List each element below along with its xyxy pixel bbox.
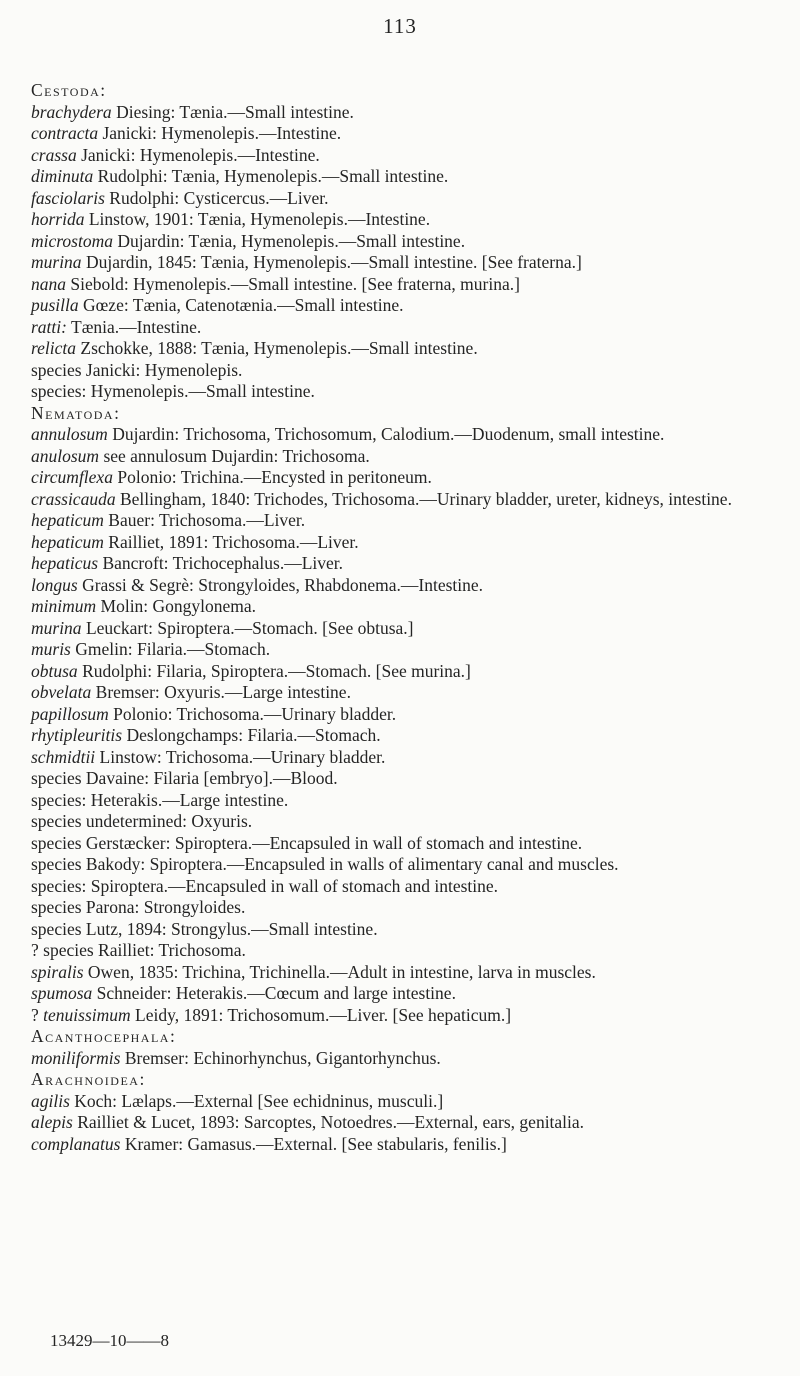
entry (31, 252, 786, 274)
entry-text: Rudolphi: Filaria, Spiroptera.—Stomach. [See murina.] (77, 660, 471, 681)
section (31, 80, 786, 403)
species-name: obtusa (31, 660, 78, 681)
species-name: nana (31, 273, 66, 294)
entry (31, 618, 786, 640)
entry (31, 381, 786, 403)
species-name: murina (31, 617, 82, 638)
species-name: crassicauda (31, 488, 116, 509)
entry-prefix: species: Hymenolepis.—Small intestine. (31, 381, 315, 401)
entry-text: Schneider: Heterakis.—Cœcum and large intestine. (92, 983, 456, 1003)
entry (31, 145, 786, 167)
entry-text: Bauer: Trichosoma.—Liver. (103, 510, 306, 530)
entry-text: Bremser: Echinorhynchus, Gigantorhynchus. (120, 1047, 441, 1068)
entry-prefix: species Gerstæcker: Spiroptera.—Encapsuled in wall of stomach and intestine. (31, 832, 583, 853)
species-name: minimum (31, 596, 97, 616)
entry-text: Polonio: Trichosoma.—Urinary bladder. (108, 703, 397, 724)
entry (31, 360, 786, 382)
species-name: anulosum (31, 445, 100, 466)
species-name: murina (31, 252, 82, 272)
entry-text: Molin: Gongylonema. (96, 596, 257, 616)
entry-text: Dujardin: Tænia, Hymenolepis.—Small intestine. (113, 230, 466, 251)
species-name: obvelata (31, 682, 92, 702)
section (31, 1026, 786, 1069)
entry (31, 811, 786, 833)
entry-text: Zschokke, 1888: Tænia, Hymenolepis.—Small intestine. (76, 338, 478, 358)
entry (31, 231, 786, 253)
entry-text: Railliet, 1891: Trichosoma.—Liver. (103, 531, 359, 552)
entry-text: Gmelin: Filaria.—Stomach. (70, 639, 271, 659)
entry (31, 575, 786, 597)
section (31, 1069, 786, 1155)
entry (31, 553, 786, 575)
entry (31, 274, 786, 296)
entry (31, 854, 786, 876)
entry-text: Deslongchamps: Filaria.—Stomach. (122, 725, 381, 745)
page-number: 113 (383, 14, 417, 38)
entry (31, 983, 786, 1005)
entry-text: Bellingham, 1840: Trichodes, Trichosoma.—Urinary bladder, ureter, kidneys, intestine. (115, 488, 732, 509)
entry-text: see annulosum Dujardin: Trichosoma. (99, 445, 370, 466)
species-name: hepaticum (31, 531, 104, 552)
entry-prefix: species Janicki: Hymenolepis. (31, 359, 243, 380)
entry-text: Kramer: Gamasus.—External. [See stabularis, fenilis.] (120, 1133, 507, 1154)
entry-text: Janicki: Hymenolepis.—Intestine. (76, 144, 320, 165)
entry-text: Rudolphi: Tænia, Hymenolepis.—Small intestine. (93, 166, 449, 186)
species-name: alepis (31, 1112, 73, 1132)
species-name: fasciolaris (31, 187, 105, 208)
entry (31, 467, 786, 489)
entry (31, 919, 786, 941)
entry (31, 790, 786, 812)
entry (31, 510, 786, 532)
entry (31, 424, 786, 446)
entry-text: Dujardin, 1845: Tænia, Hymenolepis.—Small intestine. [See fraterna.] (81, 252, 582, 272)
entry-text: Owen, 1835: Trichina, Trichinella.—Adult in intestine, larva in muscles. (83, 961, 596, 982)
entry-text: Janicki: Hymenolepis.—Intestine. (98, 123, 342, 143)
species-name: microstoma (31, 230, 113, 251)
species-name: longus (31, 574, 78, 595)
entry (31, 102, 786, 124)
species-name: schmidtii (31, 746, 96, 767)
entry-text: Linstow, 1901: Tænia, Hymenolepis.—Intestine. (84, 209, 431, 229)
entry (31, 1005, 786, 1027)
species-name: tenuissimum (43, 1004, 131, 1025)
entry (31, 1091, 786, 1113)
entry-text: Dujardin: Trichosoma, Trichosomum, Calodium.—Duodenum, small intestine. (107, 424, 665, 444)
entry-prefix: species Parona: Strongyloides. (31, 897, 246, 917)
species-name: complanatus (31, 1133, 121, 1154)
species-name: contracta (31, 123, 99, 143)
entry-text: Siebold: Hymenolepis.—Small intestine. [See fraterna, murina.] (66, 273, 520, 294)
entry (31, 188, 786, 210)
species-name: brachydera (31, 101, 112, 122)
entry (31, 661, 786, 683)
species-name: muris (31, 639, 71, 659)
entry-text: Linstow: Trichosoma.—Urinary bladder. (95, 746, 386, 767)
species-name: spiralis (31, 961, 84, 982)
species-name: pusilla (31, 295, 79, 315)
section-heading: Cestoda: (31, 80, 107, 100)
entry (31, 596, 786, 618)
entry-text: Grassi & Segrè: Strongyloides, Rhabdonema.—Intestine. (77, 574, 484, 595)
species-name: annulosum (31, 424, 108, 444)
species-name: moniliformis (31, 1047, 121, 1068)
entry (31, 876, 786, 898)
entry (31, 123, 786, 145)
entry-prefix: species Lutz, 1894: Strongylus.—Small intestine. (31, 918, 378, 939)
entry-text: Tænia.—Intestine. (66, 316, 202, 337)
entry (31, 747, 786, 769)
entry-text: Diesing: Tænia.—Small intestine. (111, 101, 354, 122)
species-name: crassa (31, 144, 77, 165)
entry (31, 446, 786, 468)
entry-text: Koch: Lælaps.—External [See echidninus, musculi.] (69, 1090, 444, 1111)
entry-prefix: species Davaine: Filaria [embryo].—Blood. (31, 768, 338, 788)
entry (31, 962, 786, 984)
entry-text: Rudolphi: Cysticercus.—Liver. (104, 187, 329, 208)
entry-prefix: ? species Railliet: Trichosoma. (31, 940, 246, 960)
entry-text: Leuckart: Spiroptera.—Stomach. [See obtusa.] (81, 617, 414, 638)
entry (31, 833, 786, 855)
entry (31, 1048, 786, 1070)
species-name: papillosum (31, 703, 109, 724)
entry (31, 725, 786, 747)
entry (31, 768, 786, 790)
entry-text: Bremser: Oxyuris.—Large intestine. (91, 682, 351, 702)
entry (31, 317, 786, 339)
section-heading: Nematoda: (31, 402, 121, 423)
entry (31, 1112, 786, 1134)
species-name: spumosa (31, 983, 93, 1003)
species-name: horrida (31, 209, 85, 229)
species-name: circumflexa (31, 467, 113, 487)
page-body (31, 80, 786, 1155)
entry-text: Gœze: Tænia, Catenotænia.—Small intestine. (78, 295, 404, 315)
species-name: diminuta (31, 166, 94, 186)
entry-prefix: species Bakody: Spiroptera.—Encapsuled in walls of alimentary canal and muscles. (31, 854, 619, 874)
species-name: rhytipleuritis (31, 725, 123, 745)
entry (31, 704, 786, 726)
entry-prefix: ? (31, 1004, 44, 1025)
entry-prefix: species: Heterakis.—Large intestine. (31, 789, 289, 810)
species-name: hepaticum (31, 510, 104, 530)
species-name: relicta (31, 338, 77, 358)
entry (31, 166, 786, 188)
entry (31, 295, 786, 317)
entry (31, 209, 786, 231)
entry-prefix: species: Spiroptera.—Encapsuled in wall of stomach and intestine. (31, 875, 499, 896)
entry-text: Leidy, 1891: Trichosomum.—Liver. [See hepaticum.] (130, 1004, 512, 1025)
entry (31, 532, 786, 554)
entry-prefix: species undetermined: Oxyuris. (31, 811, 253, 831)
entry (31, 1134, 786, 1156)
entry (31, 639, 786, 661)
entry-text: Polonio: Trichina.—Encysted in peritoneum. (112, 467, 432, 487)
section (31, 403, 786, 1027)
entry (31, 338, 786, 360)
species-name: hepaticus (31, 553, 99, 573)
section-heading: Acanthocephala: (31, 1026, 177, 1046)
species-name: ratti: (31, 316, 67, 337)
entry-text: Bancroft: Trichocephalus.—Liver. (98, 553, 344, 573)
entry (31, 897, 786, 919)
entry (31, 682, 786, 704)
entry (31, 940, 786, 962)
species-name: agilis (31, 1090, 70, 1111)
section-heading: Arachnoidea: (31, 1069, 146, 1089)
entry-text: Railliet & Lucet, 1893: Sarcoptes, Notoedres.—External, ears, genitalia. (72, 1112, 585, 1132)
footer-signature: 13429—10——8 (50, 1331, 169, 1350)
entry (31, 489, 786, 511)
